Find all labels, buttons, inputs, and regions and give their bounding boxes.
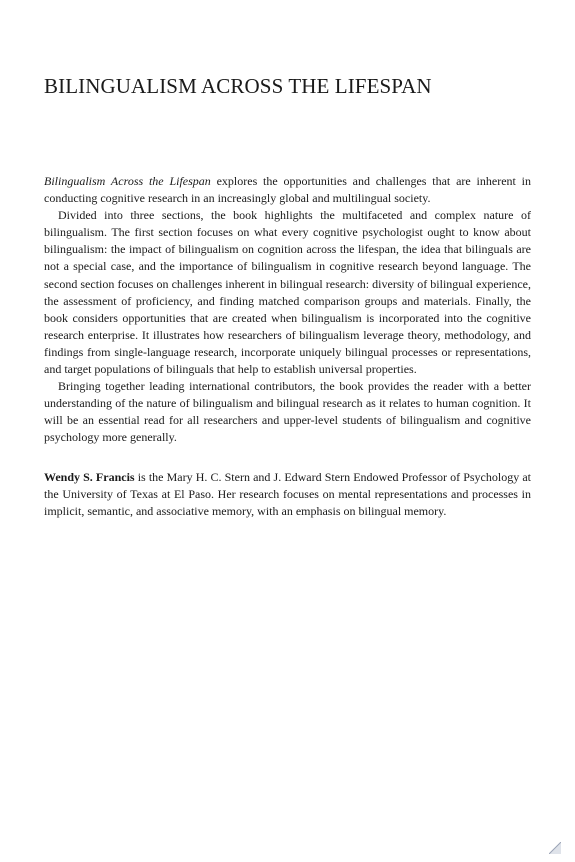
page-curl-icon: [549, 842, 561, 854]
author-name: Wendy S. Francis: [44, 470, 135, 484]
book-description: [44, 173, 531, 447]
book-page: [44, 0, 531, 862]
intro-text: explores the opportunities and challenges that are inherent in conducting cognitive research in an increasingly global and multilingual society.: [44, 174, 531, 206]
sections-paragraph: Divided into three sections, the book highlights the multifaceted and complex nature of bilingualism. The first section focuses on what every cognitive psychologist ought to know about bilingualism: the impact of bilingualism on cognition across the lifespan, the idea that bilinguals are not a special case, and the importance of bilingualism in cognitive research beyond language. The second section focuses on challenges inherent in bilingual research: diversity of bilingual experience, the assessment of proficiency, and finding matched comparison groups and materials. Finally, the book considers opportunities that are created when bilingualism is incorporated into the cognitive research enterprise. It illustrates how researchers of bilingualism leverage theory, methodology, and findings from single-language research, incorporate uniquely bilingual processes or representations, and target populations of bilinguals that help to establish universal properties.: [44, 208, 531, 377]
intro-paragraph: [44, 173, 531, 207]
page-title: BILINGUALISM ACROSS THE LIFESPAN: [44, 74, 432, 98]
contributors-paragraph: Bringing together leading international contributors, the book provides the reader with a better understanding of the nature of bilingualism and bilingual research as it relates to human cognition. It will be an essential read for all researchers and upper-level students of bilingualism and cognitive psychology more generally.: [44, 379, 531, 445]
author-bio-text: is the Mary H. C. Stern and J. Edward Stern Endowed Professor of Psychology at the University of Texas at El Paso. Her research focuses on mental representations and processes in implicit, semantic, and associative memory, with an emphasis on bilingual memory.: [44, 470, 531, 519]
author-bio: [44, 469, 531, 520]
book-title: Bilingualism Across the Lifespan: [44, 174, 211, 188]
